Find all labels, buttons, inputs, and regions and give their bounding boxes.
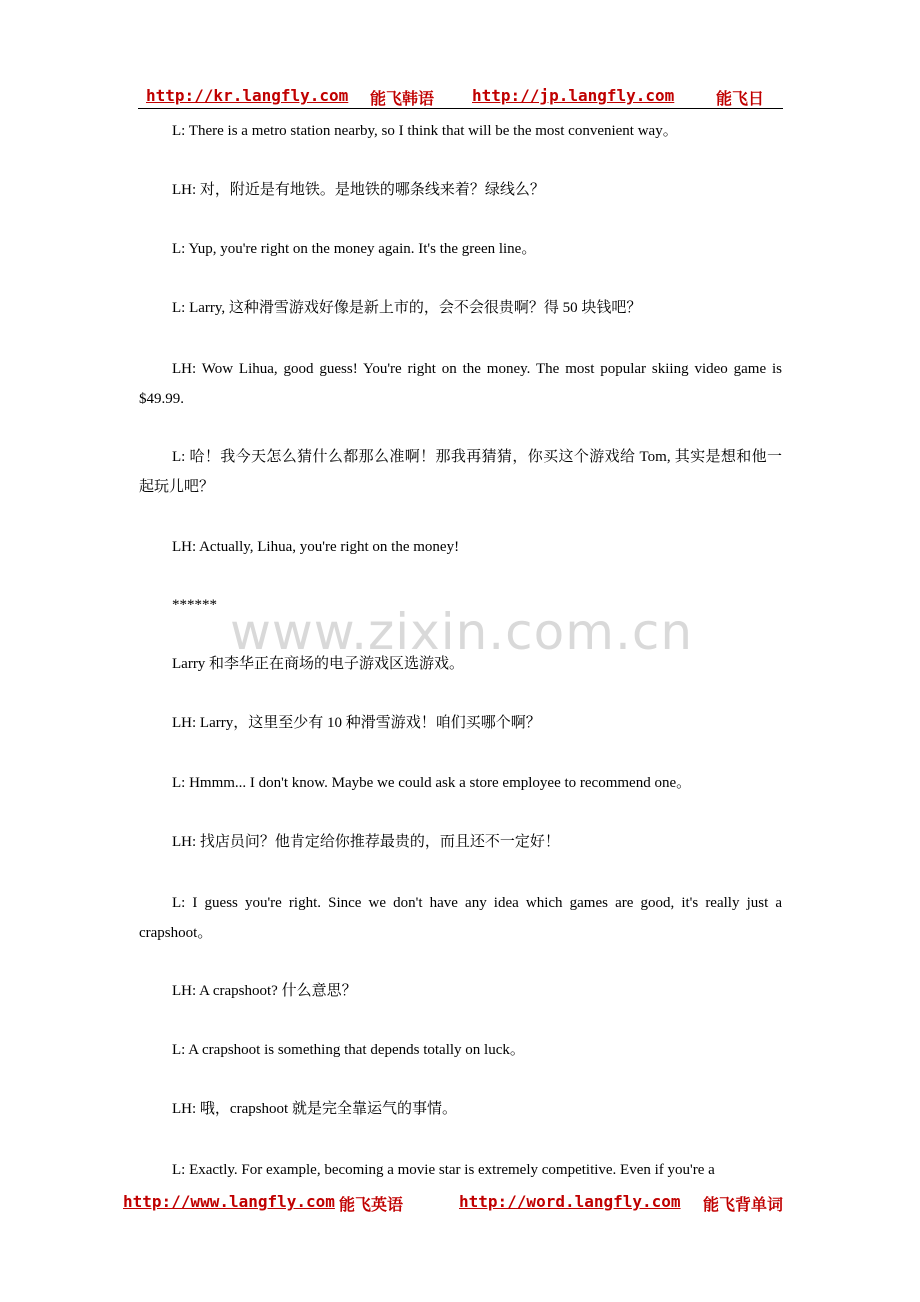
watermark-text: www.zixin.com.cn <box>230 603 694 661</box>
header-link-kr[interactable]: http://kr.langfly.com <box>146 86 349 105</box>
paragraph: Larry 和李华正在商场的电子游戏区选游戏。 <box>172 656 465 672</box>
paragraph: LH: 找店员问？他肯定给你推荐最贵的，而且还不一定好！ <box>172 834 560 850</box>
paragraph: LH: 对，附近是有地铁。是地铁的哪条线来着？绿线么？ <box>172 182 545 198</box>
paragraph: LH: Larry，这里至少有 10 种滑雪游戏！咱们买哪个啊？ <box>172 715 541 731</box>
paragraph: L: A crapshoot is something that depends totally on luck。 <box>172 1042 525 1058</box>
header-label-korean: 能飞韩语 <box>370 89 435 108</box>
header-label-japanese: 能飞日 <box>716 89 765 108</box>
footer-label-english: 能飞英语 <box>339 1195 404 1214</box>
footer-link-word[interactable]: http://word.langfly.com <box>459 1192 681 1211</box>
paragraph: L: There is a metro station nearby, so I think that will be the most convenient way。 <box>172 123 678 139</box>
paragraph: L: Yup, you're right on the money again. It's the green line。 <box>172 241 537 257</box>
paragraph: LH: A crapshoot? 什么意思？ <box>172 983 357 999</box>
paragraph: L: I guess you're right. Since we don't have any idea which games are good, it's really just a crapshoot。 <box>139 895 782 941</box>
footer-link-www[interactable]: http://www.langfly.com <box>123 1192 335 1211</box>
separator-stars: ****** <box>172 597 217 613</box>
paragraph: LH: Actually, Lihua, you're right on the money! <box>172 539 460 555</box>
paragraph: L: 哈！我今天怎么猜什么都那么准啊！那我再猜猜，你买这个游戏给 Tom, 其实是想和他一起玩儿吧？ <box>139 449 782 495</box>
paragraph: L: Larry, 这种滑雪游戏好像是新上市的，会不会很贵啊？得 50 块钱吧？ <box>172 300 642 316</box>
header-link-jp[interactable]: http://jp.langfly.com <box>472 86 675 105</box>
paragraph: L: Exactly. For example, becoming a movie star is extremely competitive. Even if you're a <box>172 1162 715 1178</box>
paragraph: LH: Wow Lihua, good guess! You're right on the money. The most popular skiing video game is $49.99. <box>139 361 782 407</box>
page-header <box>138 86 783 109</box>
footer-label-vocabulary: 能飞背单词 <box>703 1195 784 1214</box>
paragraph: LH: 哦，crapshoot 就是完全靠运气的事情。 <box>172 1101 457 1117</box>
page-footer <box>0 1192 920 1216</box>
paragraph: L: Hmmm... I don't know. Maybe we could ask a store employee to recommend one。 <box>172 775 692 791</box>
